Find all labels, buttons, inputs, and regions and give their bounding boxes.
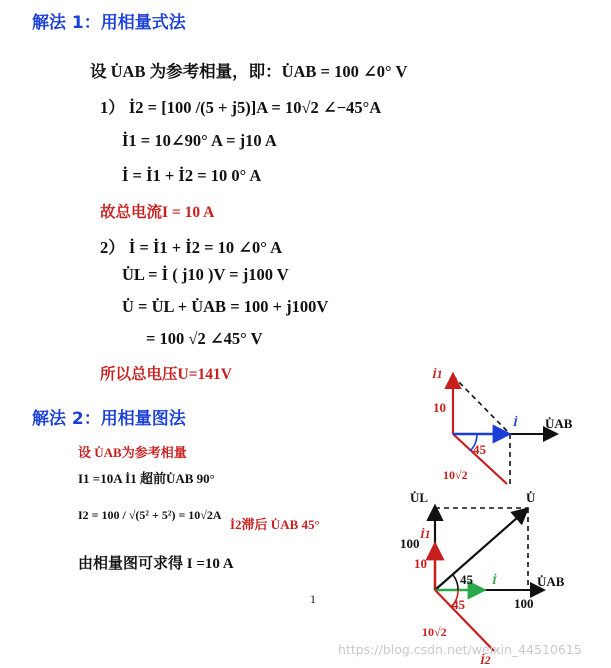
label-i1: İ1 [432,367,443,381]
method1-title: 解法 1：用相量式法 [32,13,186,33]
label-i-bottom: İ [492,573,497,587]
phasor-diagram-bottom [392,486,597,666]
label-10root2-bottom: 10√2 [422,625,447,639]
label-100-vertical: 100 [400,536,420,551]
label-10root2: 10√2 [443,468,468,482]
label-45-lower: 45 [452,597,465,612]
label-100-horizontal: 100 [514,596,534,611]
label-i1-bottom: İ1 [420,527,431,541]
label-i2-bottom: İ2 [480,653,491,666]
label-u: U̇ [526,490,536,505]
method2-title: 解法 2：用相量图法 [32,409,186,429]
phasor-diagram-top [415,362,595,490]
dashed-helper-diagonal [453,376,510,434]
i1-note: I1 =10A İ1 超前U̇AB 90° [78,471,215,486]
label-45: 45 [473,442,486,457]
label-uab: U̇AB [545,416,573,431]
eq-ul: U̇L = İ ( j10 )V = j100 V [122,265,289,284]
eq-u-polar: = 100 √2 ∠45° V [146,329,263,348]
watermark: https://blog.csdn.net/weixin_44510615 [338,642,582,657]
eq-i-sum-2: 2） İ = İ1 + İ2 = 10 ∠0° A [100,238,283,257]
reference-phasor-line: 设 U̇AB 为参考相量，即：U̇AB = 100 ∠0° V [90,62,408,81]
u-phasor-arrow [435,510,526,590]
label-ul: U̇L [410,490,429,505]
label-i: İ [513,415,518,429]
label-10: 10 [433,400,446,415]
conclusion-text: 由相量图可求得 I =10 A [78,556,234,572]
label-45-upper: 45 [460,572,473,587]
eq-i1: İ1 = 10∠90° A = j10 A [122,131,277,150]
i2-magnitude: I2 = 100 / √(5² + 5²) = 10√2A [78,508,222,522]
reference-note: 设 U̇AB为参考相量 [78,445,187,460]
eq-i-sum: İ = İ1 + İ2 = 10 0° A [122,166,262,185]
page-number: 1 [310,592,316,606]
i2-lag-note: İ2滞后 U̇AB 45° [230,517,320,532]
label-uab-bottom: U̇AB [537,574,565,589]
angle-arc-upper [453,575,458,590]
eq-u: U̇ = U̇L + U̇AB = 100 + j100V [122,297,329,316]
label-10-bottom: 10 [414,556,427,571]
eq-i2: 1） İ2 = [100 /(5 + j5)]A = 10√2 ∠−45°A [100,98,382,117]
total-voltage-result: 所以总电压U=141V [100,366,232,383]
total-current-result: 故总电流I = 10 A [100,204,215,221]
diagram-conclusion [78,552,234,573]
